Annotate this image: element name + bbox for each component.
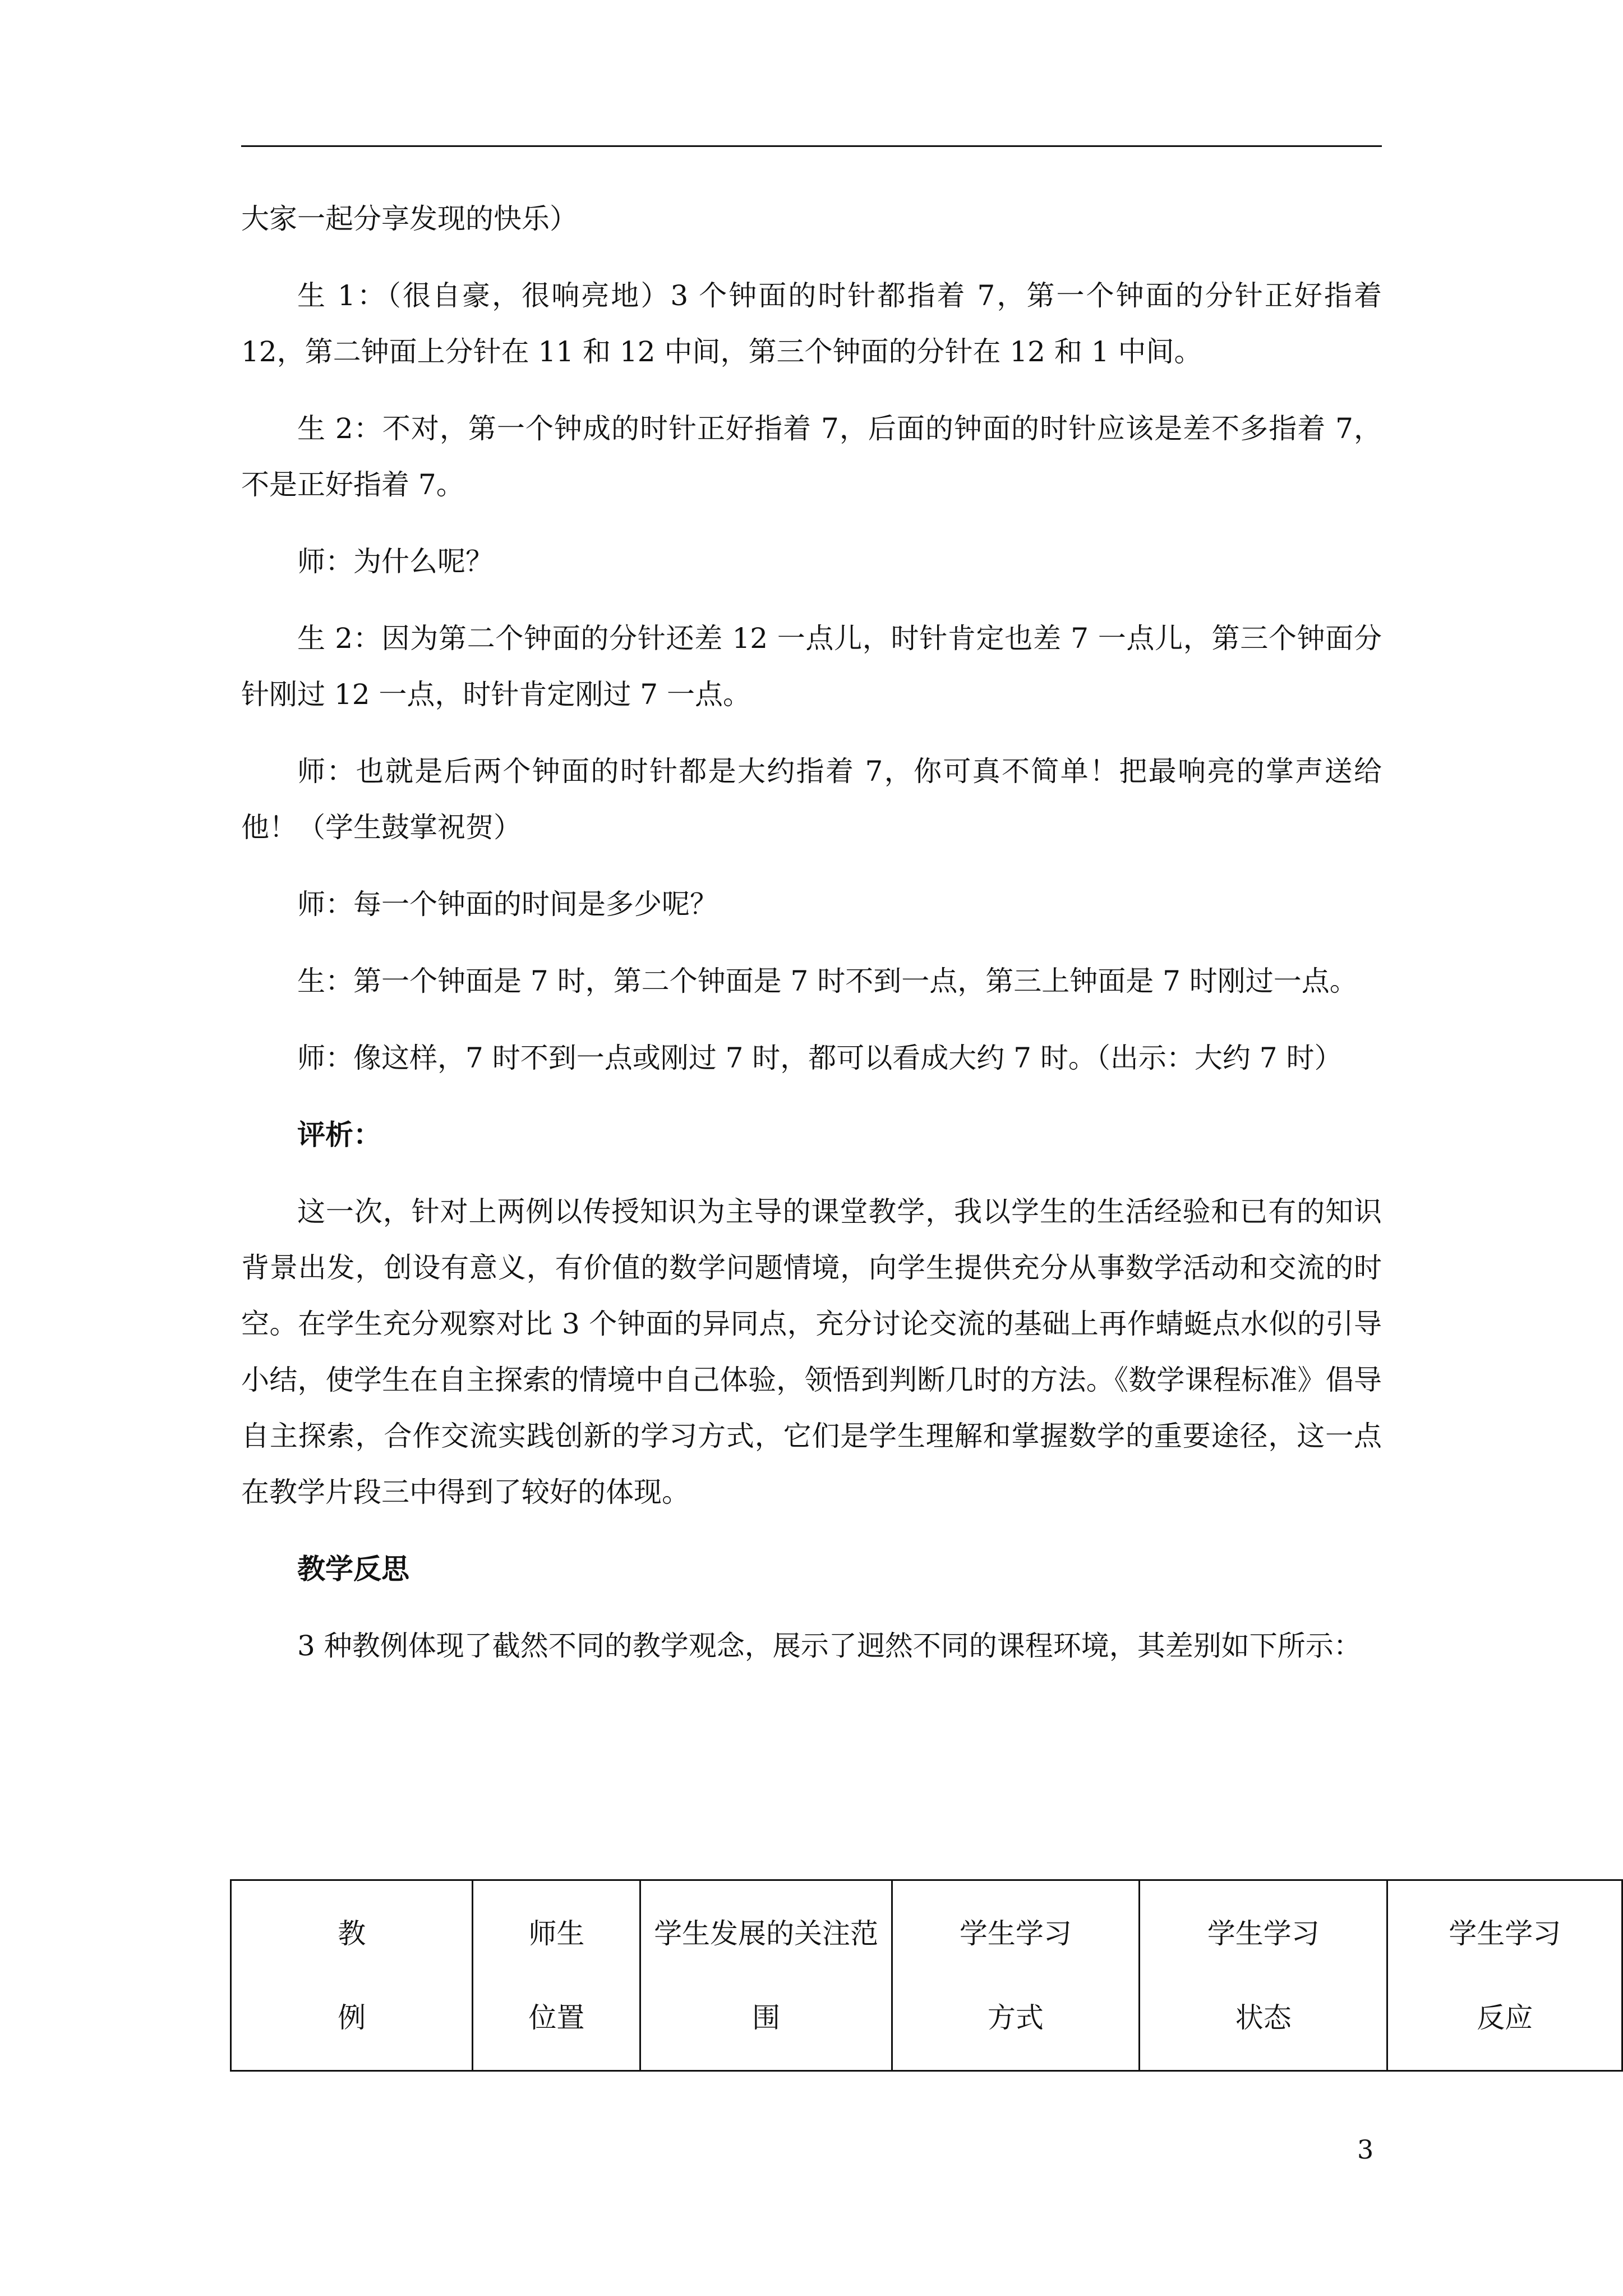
table-header-text: 方式: [987, 2001, 1044, 2034]
paragraph: 3 种教例体现了截然不同的教学观念，展示了迥然不同的课程环境，其差别如下所示：: [297, 1630, 1362, 1662]
paragraph: 这一次，针对上两例以传授知识为主导的课堂教学，我以学生的生活经验和已有的知识背景出发，创设有意义，有价值的数学问题情境，向学生提供充分从事数学活动和交流的时空。在学生充分观察对比 3 个钟面的异同点，充分讨论交流的基础上再作蜻蜓点水似的引导小结，使学生在自主探索的情境中自己体验，领悟到判断几时的方法。《数学课程标准》倡导自主探索，合作交流实践创新的学习方式，它们是学生理解和掌握数学的重要途径，这一点在教学片段三中得到了较好的体现。: [241, 1195, 1382, 1508]
table-header-cell: [1140, 1880, 1387, 2071]
paragraph: 生 1：（很自豪，很响亮地）3 个钟面的时针都指着 7，第一个钟面的分针正好指着 12，第二钟面上分针在 11 和 12 中间，第三个钟面的分针在 12 和 1 中间。: [241, 279, 1382, 368]
paragraph: 生 2：不对，第一个钟成的时针正好指着 7，后面的钟面的时针应该是差不多指着 7，不是正好指着 7。: [241, 412, 1382, 501]
table-header-text: 教: [338, 1917, 366, 1950]
section-heading: 教学反思: [297, 1552, 409, 1585]
table-header-text: 学生学习: [959, 1917, 1072, 1950]
document-body: [241, 191, 1382, 1695]
table-header-cell: [1387, 1880, 1622, 2071]
paragraph: 师：也就是后两个钟面的时针都是大约指着 7，你可真不简单！把最响亮的掌声送给他！（学生鼓掌祝贺）: [241, 755, 1382, 844]
table-header-row: [231, 1880, 1622, 2071]
header-rule: [241, 145, 1382, 147]
section-heading: 评析：: [297, 1118, 381, 1151]
table-header-text: 位置: [528, 2001, 585, 2034]
table-header-text: 师生: [528, 1917, 585, 1950]
paragraph: 师：每一个钟面的时间是多少呢？: [297, 888, 718, 921]
table-header-text: 学生发展的关注范围: [654, 1917, 879, 2034]
table-header-cell: [473, 1880, 640, 2071]
table-header-cell: [640, 1880, 892, 2071]
page-number: 3: [1357, 2134, 1374, 2165]
paragraph: 生 2：因为第二个钟面的分针还差 12 一点儿，时针肯定也差 7 一点儿，第三个钟面分针刚过 12 一点，时针肯定刚过 7 一点。: [241, 622, 1382, 711]
table-header-cell: [892, 1880, 1139, 2071]
paragraph: 生：第一个钟面是 7 时，第二个钟面是 7 时不到一点，第三上钟面是 7 时刚过一点。: [297, 965, 1358, 997]
table-header-text: 学生学习: [1449, 1917, 1561, 1950]
table-header-text: 学生学习: [1207, 1917, 1320, 1950]
table-header-cell: [231, 1880, 473, 2071]
paragraph: 大家一起分享发现的快乐）: [241, 203, 578, 235]
paragraph: 师：为什么呢？: [297, 545, 494, 578]
comparison-table: [230, 1879, 1623, 2072]
table-header-text: 反应: [1477, 2001, 1533, 2034]
table-header-text: 状态: [1235, 2001, 1292, 2034]
paragraph: 师：像这样，7 时不到一点或刚过 7 时，都可以看成大约 7 时。（出示：大约 7 时）: [297, 1042, 1343, 1074]
table-header-text: 例: [338, 2001, 366, 2034]
